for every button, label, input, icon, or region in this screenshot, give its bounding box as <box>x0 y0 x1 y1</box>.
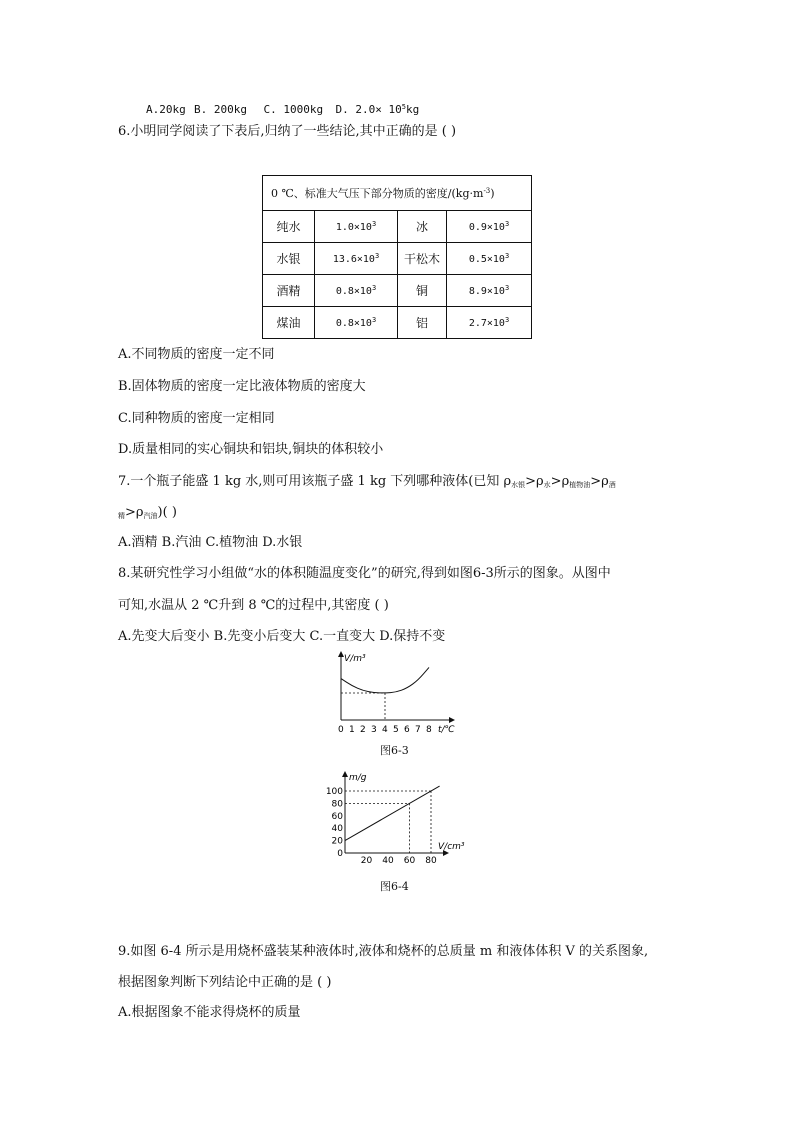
x-axis-label: t/℃ <box>438 725 455 735</box>
substance-cell: 煤油 <box>263 307 315 339</box>
q9-option-a: A.根据图象不能求得烧杯的质量 <box>118 1005 301 1020</box>
density-cell: $0.5\times 10^3$ <box>447 243 532 275</box>
q9-line-2: 根据图象判断下列结论中正确的是 ( ) <box>118 975 332 990</box>
density-cell: $0.9\times 10^3$ <box>447 211 532 243</box>
density-cell: $1.0\times 10^3$ <box>315 211 398 243</box>
substance-cell: 铜 <box>398 275 447 307</box>
q6-option-c: C.同种物质的密度一定相同 <box>118 411 275 426</box>
figure-6-4-chart <box>325 770 478 866</box>
q7-options: A.酒精 B.汽油 C.植物油 D.水银 <box>118 535 303 550</box>
q5-option-c: C. 1000kg <box>263 103 324 116</box>
x-tick-label: 2 <box>360 725 366 735</box>
x-tick-label: 4 <box>382 725 388 735</box>
density-cell: $0.8\times 10^3$ <box>315 307 398 339</box>
y-tick-label: 80 <box>331 799 343 810</box>
x-tick-label: 80 <box>425 856 437 866</box>
q8-line-2: 可知,水温从 2 ℃升到 8 ℃的过程中,其密度 ( ) <box>118 598 389 613</box>
q8-line-1: 8.某研究性学习小组做“水的体积随温度变化”的研究,得到如图6-3所示的图象。从图中 <box>118 566 611 581</box>
x-tick-label: 5 <box>393 725 399 735</box>
q7-stem: 7.一个瓶子能盛 1 kg 水,则可用该瓶子盛 1 kg 下列哪种液体(已知 $\rho_{水银}>\rho_水>\rho_{植物油}>\rho_酒$ <box>118 474 616 489</box>
figure-6-3-caption: 图6-3 <box>380 744 409 757</box>
x-tick-labels <box>338 725 432 735</box>
q5-options <box>146 98 419 119</box>
density-table <box>262 175 532 339</box>
q6-option-a: A.不同物质的密度一定不同 <box>118 347 275 362</box>
table-caption: 0 ℃、标准大气压下部分物质的密度$/(kg\cdot m^{-3})$ <box>263 176 532 211</box>
x-tick-label: 8 <box>426 725 432 735</box>
q5-option-d: D. $2.0\times 10^5kg$ <box>335 103 420 116</box>
density-cell: $13.6\times 10^3$ <box>315 243 398 275</box>
substance-cell: 干松木 <box>398 243 447 275</box>
q5-option-a: A.20kg <box>146 103 186 116</box>
x-tick-label: 60 <box>403 856 416 866</box>
volume-curve <box>341 667 429 692</box>
y-tick-label: 20 <box>331 836 343 847</box>
x-tick-label: 40 <box>382 856 394 866</box>
substance-cell: 水银 <box>263 243 315 275</box>
x-tick-label: 1 <box>349 725 355 735</box>
q5-option-b: B. 200kg <box>194 103 247 116</box>
x-tick-label: 3 <box>371 725 377 735</box>
substance-cell: 酒精 <box>263 275 315 307</box>
q7-stem-continued: $_精>\rho_{汽油}$)( ) <box>118 505 177 520</box>
y-tick-label: 100 <box>325 787 343 797</box>
q9-line-1: 9.如图 6-4 所示是用烧杯盛装某种液体时,液体和烧杯的总质量 m 和液体体积 V 的关系图象, <box>118 944 649 959</box>
x-tick-label: 20 <box>360 856 373 866</box>
table-row <box>263 243 532 275</box>
y-tick-label: 40 <box>331 824 343 835</box>
figure-6-4-caption: 图6-4 <box>380 880 409 893</box>
y-tick-label: 60 <box>331 811 343 822</box>
table-row <box>263 275 532 307</box>
mass-volume-line <box>345 786 440 841</box>
x-tick-label: 7 <box>415 725 421 735</box>
table-row <box>263 211 532 243</box>
density-cell: $2.7\times 10^3$ <box>447 307 532 339</box>
substance-cell: 铝 <box>398 307 447 339</box>
x-tick-label: 6 <box>404 725 410 735</box>
q6-option-d: D.质量相同的实心铜块和铝块,铜块的体积较小 <box>118 442 384 457</box>
q8-options: A.先变大后变小 B.先变小后变大 C.一直变大 D.保持不变 <box>118 629 446 644</box>
substance-cell: 纯水 <box>263 211 315 243</box>
q6-stem: 6.小明同学阅读了下表后,归纳了一些结论,其中正确的是 ( ) <box>118 124 457 139</box>
x-axis-label: V/cm³ <box>438 842 465 852</box>
substance-cell: 冰 <box>398 211 447 243</box>
density-cell: $8.9\times 10^3$ <box>447 275 532 307</box>
q6-option-b: B.固体物质的密度一定比液体物质的密度大 <box>118 379 366 394</box>
y-axis-label: V/m³ <box>344 654 366 664</box>
y-tick-label: 0 <box>337 849 343 859</box>
table-row <box>263 307 532 339</box>
figure-6-3-chart <box>330 650 470 740</box>
y-axis-label: m/g <box>349 773 367 783</box>
x-tick-label: 0 <box>338 725 344 735</box>
density-cell: $0.8\times 10^3$ <box>315 275 398 307</box>
